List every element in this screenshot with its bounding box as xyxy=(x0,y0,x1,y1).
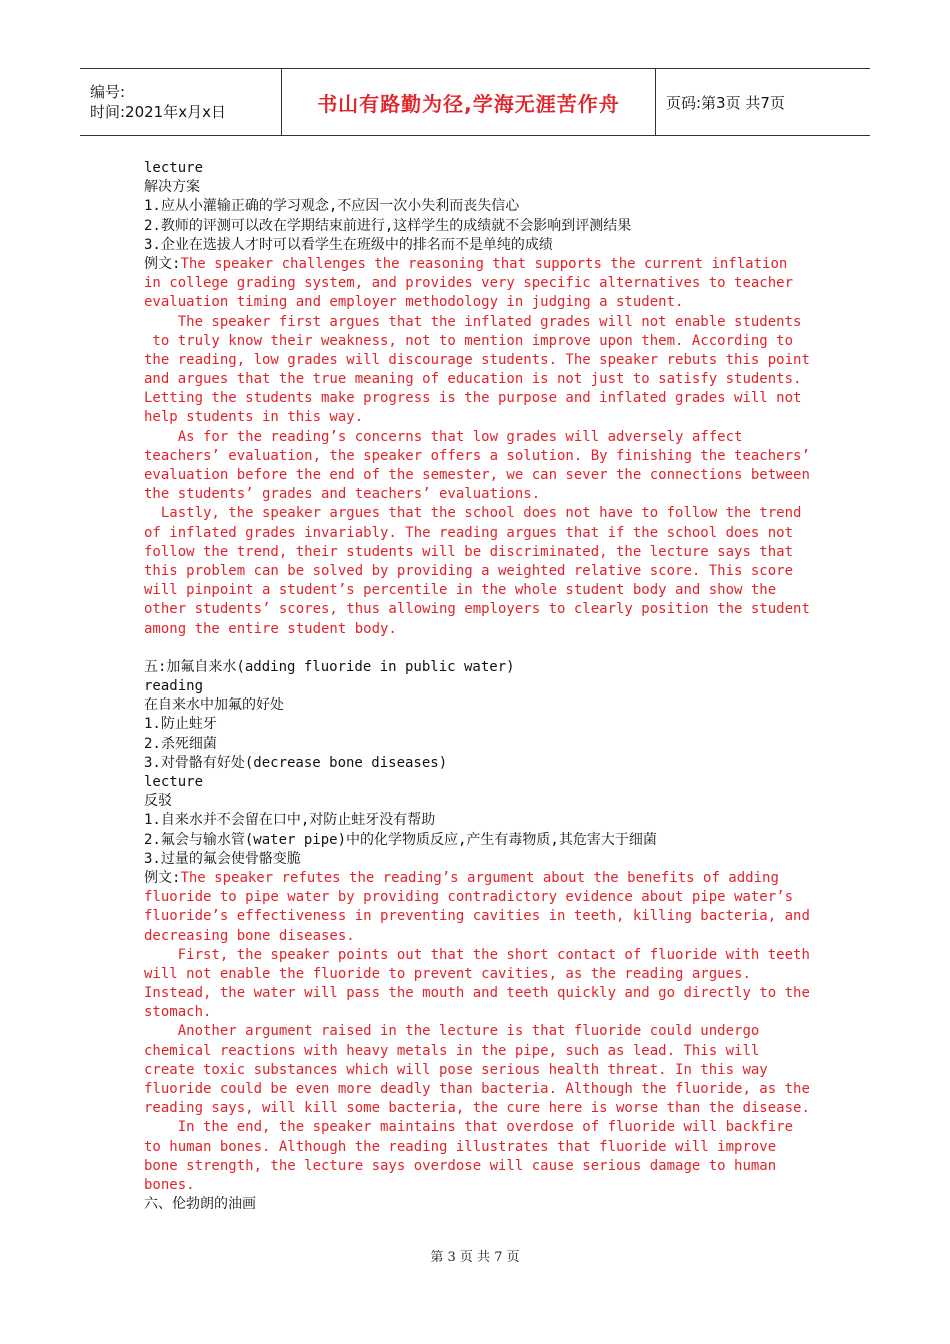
example-essay-text: among the entire student body. xyxy=(144,620,397,637)
text-line xyxy=(144,1099,814,1118)
example-essay-text: teachers’ evaluation, the speaker offers a solution. By finishing the teachers’ xyxy=(144,447,810,464)
line-text: 例文: xyxy=(144,255,181,272)
example-essay-text: the reading, low grades will discourage students. The speaker rebuts this point xyxy=(144,351,810,368)
line-text: 2.杀死细菌 xyxy=(144,735,217,752)
text-line xyxy=(144,1195,814,1214)
example-essay-text: Letting the students make progress is the purpose and inflated grades will not xyxy=(144,390,802,407)
text-line xyxy=(144,581,814,600)
example-essay-text: the students’ grades and teachers’ evaluations. xyxy=(144,486,541,503)
example-essay-text: Another argument raised in the lecture is that fluoride could undergo xyxy=(144,1023,760,1040)
text-line xyxy=(144,351,814,370)
page-header xyxy=(80,68,870,136)
example-essay-text: fluoride could be even more deadly than bacteria. Although the fluoride, as the xyxy=(144,1081,810,1097)
document-number-label: 编号: xyxy=(90,83,126,101)
line-text: 六、伦勃朗的油画 xyxy=(144,1196,256,1213)
line-text: lecture xyxy=(144,774,204,790)
text-line xyxy=(144,1080,814,1099)
text-line xyxy=(144,1003,814,1022)
example-essay-text: chemical reactions with heavy metals in the pipe, such as lead. This will xyxy=(144,1042,760,1059)
text-line xyxy=(144,927,814,946)
text-line xyxy=(144,1157,814,1176)
text-line xyxy=(144,485,814,504)
example-essay-text: As for the reading’s concerns that low grades will adversely affect xyxy=(144,428,743,445)
text-line xyxy=(144,504,814,523)
example-essay-text: Lastly, the speaker argues that the school does not have to follow the trend xyxy=(144,505,802,522)
header-page-number: 页码:第3页 共7页 xyxy=(666,93,785,112)
text-line xyxy=(144,658,814,677)
example-essay-text: The speaker first argues that the inflated grades will not enable students xyxy=(144,313,802,330)
line-text: 解决方案 xyxy=(144,179,200,196)
text-line xyxy=(144,159,814,178)
example-essay-text: of inflated grades invariably. The reading argues that if the school does not xyxy=(144,524,794,541)
example-essay-text: in college grading system, and provides very specific alternatives to teacher xyxy=(144,275,794,292)
text-line xyxy=(144,274,814,293)
blank-line xyxy=(144,639,814,658)
example-essay-text: The speaker challenges the reasoning that supports the current inflation xyxy=(180,255,788,272)
text-line xyxy=(144,773,814,792)
line-text: 1.应从小灌输正确的学习观念,不应因一次小失利而丧失信心 xyxy=(144,198,520,215)
example-essay-text: help students in this way. xyxy=(144,409,364,426)
text-line xyxy=(144,1176,814,1195)
text-line xyxy=(144,428,814,447)
example-essay-text: and argues that the true meaning of education is not just to satisfy students. xyxy=(144,371,802,388)
line-text: 1.防止蛀牙 xyxy=(144,716,217,733)
example-essay-text: this problem can be solved by providing a weighted relative score. This score xyxy=(144,562,794,579)
document-body xyxy=(144,159,814,1214)
text-line xyxy=(144,197,814,216)
line-text: 3.企业在选拔人才时可以看学生在班级中的排名而不是单纯的成绩 xyxy=(144,236,553,253)
text-line xyxy=(144,543,814,562)
text-line xyxy=(144,1138,814,1157)
text-line xyxy=(144,408,814,427)
example-essay-text: evaluation timing and employer methodology in judging a student. xyxy=(144,294,684,311)
motto-text: 书山有路勤为径,学海无涯苦作舟 xyxy=(317,91,620,116)
example-essay-text: bone strength, the lecture says overdose will cause serious damage to human xyxy=(144,1157,777,1174)
example-essay-text: to truly know their weakness, not to mention improve upon them. According to xyxy=(144,332,794,349)
line-text: 2.氟会与输水管(water pipe)中的化学物质反应,产生有毒物质,其危害大于细菌 xyxy=(144,831,657,848)
text-line xyxy=(144,754,814,773)
example-essay-text: In the end, the speaker maintains that overdose of fluoride will backfire xyxy=(144,1119,794,1136)
text-line xyxy=(144,811,814,830)
text-line xyxy=(144,792,814,811)
text-line xyxy=(144,735,814,754)
example-essay-text: decreasing bone diseases. xyxy=(144,927,355,944)
text-line xyxy=(144,236,814,255)
example-essay-text: reading says, will kill some bacteria, the cure here is worse than the disease. xyxy=(144,1100,810,1117)
line-text: 3.过量的氟会使骨骼变脆 xyxy=(144,850,301,867)
example-essay-text: First, the speaker points out that the short contact of fluoride with teeth xyxy=(144,946,810,963)
text-line xyxy=(144,850,814,869)
example-essay-text: will pinpoint a student’s percentile in the whole student body and show the xyxy=(144,582,777,599)
text-line xyxy=(144,562,814,581)
line-text: 2.教师的评测可以改在学期结束前进行,这样学生的成绩就不会影响到评测结果 xyxy=(144,217,632,234)
example-essay-text: stomach. xyxy=(144,1004,212,1021)
example-essay-text: will not enable the fluoride to prevent cavities, as the reading argues. xyxy=(144,965,751,982)
text-line xyxy=(144,696,814,715)
text-line xyxy=(144,1061,814,1080)
line-text: lecture xyxy=(144,160,204,176)
line-text: 3.对骨骼有好处(decrease bone diseases) xyxy=(144,754,448,771)
text-line xyxy=(144,869,814,888)
example-essay-text: fluoride’s effectiveness in preventing cavities in teeth, killing bacteria, and xyxy=(144,908,810,925)
header-page-cell xyxy=(656,69,870,135)
example-essay-text: The speaker refutes the reading’s argument about the benefits of adding xyxy=(180,869,779,886)
text-line xyxy=(144,217,814,236)
line-text: 在自来水中加氟的好处 xyxy=(144,697,284,714)
text-line xyxy=(144,255,814,274)
text-line xyxy=(144,466,814,485)
text-line xyxy=(144,888,814,907)
line-text: 反驳 xyxy=(144,793,172,810)
text-line xyxy=(144,370,814,389)
text-line xyxy=(144,447,814,466)
text-line xyxy=(144,332,814,351)
example-essay-text: to human bones. Although the reading illustrates that fluoride will improve xyxy=(144,1138,777,1155)
text-line xyxy=(144,389,814,408)
example-essay-text: create toxic substances which will pose serious health threat. In this way xyxy=(144,1061,768,1078)
text-line xyxy=(144,677,814,696)
text-line xyxy=(144,1042,814,1061)
header-motto-cell xyxy=(282,69,656,135)
line-text: reading xyxy=(144,678,204,695)
line-text: 五:加氟自来水(adding fluoride in public water) xyxy=(144,658,515,675)
example-essay-text: other students’ scores, thus allowing employers to clearly position the student xyxy=(144,601,810,618)
text-line xyxy=(144,524,814,543)
text-line xyxy=(144,600,814,619)
text-line xyxy=(144,907,814,926)
text-line xyxy=(144,965,814,984)
text-line xyxy=(144,293,814,312)
line-text: 1.自来水并不会留在口中,对防止蛀牙没有帮助 xyxy=(144,812,436,829)
example-essay-text: follow the trend, their students will be discriminated, the lecture says that xyxy=(144,543,794,560)
header-meta xyxy=(80,69,282,135)
example-essay-text: evaluation before the end of the semester, we can sever the connections between xyxy=(144,467,810,483)
page-footer: 第 3 页 共 7 页 xyxy=(430,1250,520,1265)
line-text: 例文: xyxy=(144,869,181,886)
text-line xyxy=(144,715,814,734)
text-line xyxy=(144,946,814,965)
text-line xyxy=(144,1118,814,1137)
text-line xyxy=(144,984,814,1003)
text-line xyxy=(144,178,814,197)
text-line xyxy=(144,313,814,332)
text-line xyxy=(144,831,814,850)
example-essay-text: fluoride to pipe water by providing contradictory evidence about pipe water’s xyxy=(144,889,794,906)
date-label: 时间:2021年x月x日 xyxy=(90,103,226,121)
text-line xyxy=(144,1022,814,1041)
text-line xyxy=(144,620,814,639)
example-essay-text: bones. xyxy=(144,1176,195,1193)
example-essay-text: Instead, the water will pass the mouth and teeth quickly and go directly to the xyxy=(144,985,810,1002)
